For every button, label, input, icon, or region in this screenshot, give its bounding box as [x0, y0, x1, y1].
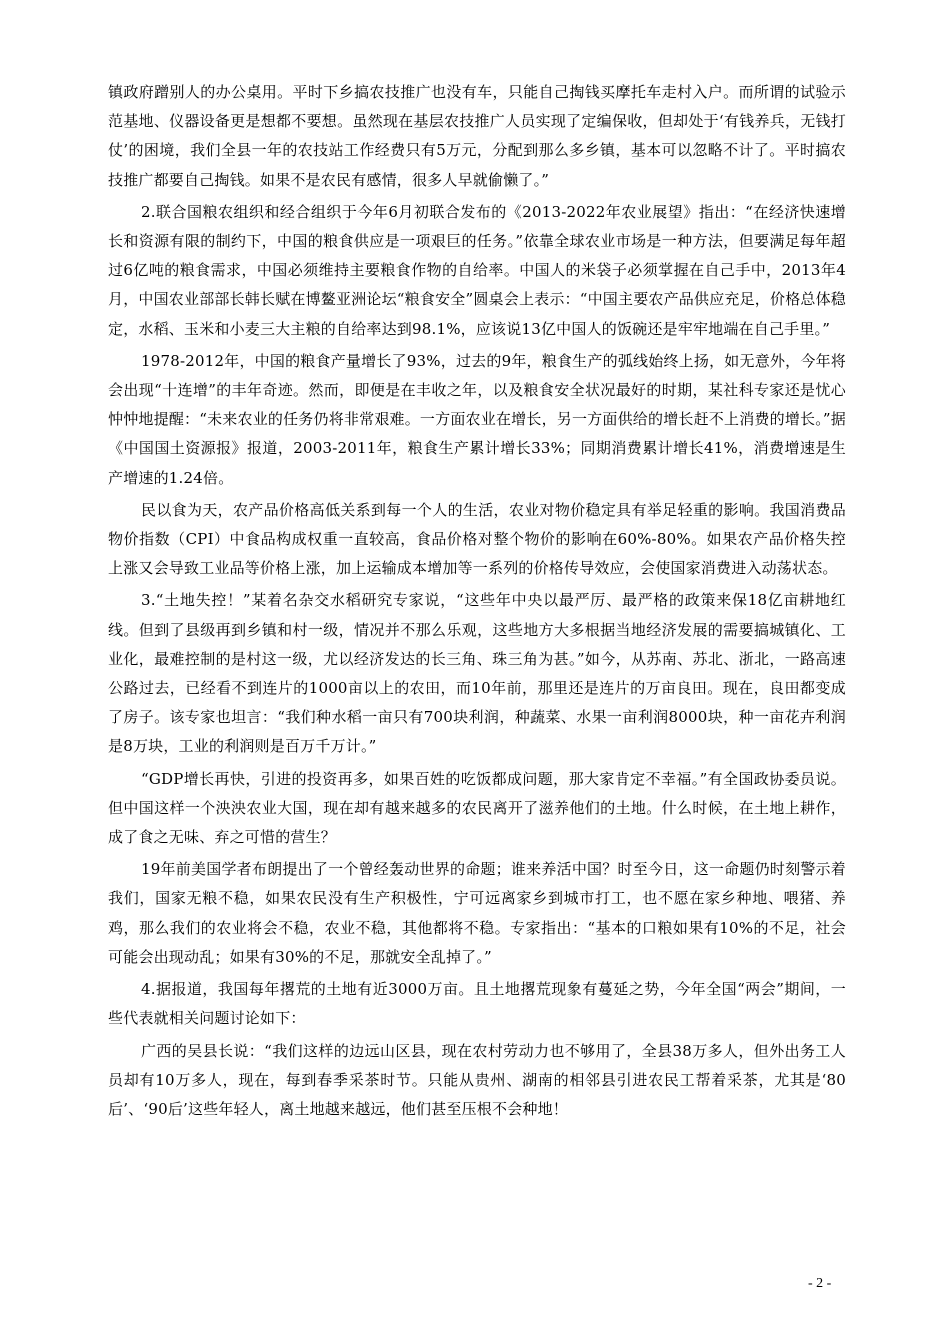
paragraph-9: 广西的吴县长说：“我们这样的边远山区县，现在农村劳动力也不够用了，全县38万多人，但外出务工人员却有10万多人，现在，每到春季采茶时节。只能从贵州、湖南的相邻县引进农民工帮着采茶，尤其是‘80后’、‘90后’这些年轻人，离土地越来越远，他们甚至压根不会种地！ — [108, 1041, 846, 1118]
paragraph-4: 民以食为天，农产品价格高低关系到每一个人的生活，农业对物价稳定具有举足轻重的影响。我国消费品物价指数（CPI）中食品构成权重一直较高，食品价格对整个物价的影响在60%-80%。如果农产品价格失控上涨又会导致工业品等价格上涨，加上运输成本增加等一系列的价格传导效应，会使国家消费进入动荡状态。 — [108, 500, 846, 578]
page-number: - 2 - — [808, 1276, 832, 1291]
paragraph-7: 19年前美国学者布朗提出了一个曾经轰动世界的命题；谁来养活中国？时至今日，这一命题仍时刻警示着我们，国家无粮不稳，如果农民没有生产积极性，宁可远离家乡到城市打工，也不愿在家乡种地、喂猪、养鸡，那么我们的农业将会不稳，农业不稳，其他都将不稳。专家指出：“基本的口粮如果有10%的不足，社会可能会出现动乱；如果有30%的不足，那就安全乱掉了。” — [108, 860, 846, 966]
body-text — [108, 78, 846, 1124]
paragraph-3: 1978-2012年，中国的粮食产量增长了93%，过去的9年，粮食生产的弧线始终上扬，如无意外，今年将会出现“十连增”的丰年奇迹。然而，即便是在丰收之年，以及粮食安全状况最好的时期，某社科专家还是忧心忡忡地提醒：“未来农业的任务仍将非常艰难。一方面农业在增长，另一方面供给的增长赶不上消费的增长。”据《中国国土资源报》报道，2003-2011年，粮食生产累计增长33%；同期消费累计增长41%，消费增速是生产增速的1.24倍。 — [108, 351, 846, 487]
paragraph-6: “GDP增长再快，引进的投资再多，如果百姓的吃饭都成问题，那大家肯定不幸福。”有全国政协委员说。但中国这样一个泱泱农业大国，现在却有越来越多的农民离开了滋养他们的土地。什么时候，在土地上耕作，成了食之无味、弃之可惜的营生？ — [108, 769, 846, 847]
paragraph-5: 3.“土地失控！”某着名杂交水稻研究专家说，“这些年中央以最严厉、最严格的政策来保18亿亩耕地红线。但到了县级再到乡镇和村一级，情况并不那么乐观，这些地方大多根据当地经济发展的需要搞城镇化、工业化，最难控制的是村这一级，尤以经济发达的长三角、珠三角为甚。”如今，从苏南、苏北、浙北，一路高速公路过去，已经看不到连片的1000亩以上的农田，而10年前，那里还是连片的万亩良田。现在，良田都变成了房子。该专家也坦言：“我们种水稻一亩只有700块利润，种蔬菜、水果一亩利润8000块，种一亩花卉利润是8万块，工业的利润则是百万千万计。” — [108, 591, 846, 756]
paragraph-8: 4.据报道，我国每年撂荒的土地有近3000万亩。且土地撂荒现象有蔓延之势，今年全国“两会”期间，一些代表就相关问题讨论如下： — [108, 980, 846, 1028]
paragraph-2: 2.联合国粮农组织和经合组织于今年6月初联合发布的《2013-2022年农业展望》指出：“在经济快速增长和资源有限的制约下，中国的粮食供应是一项艰巨的任务。”依靠全球农业市场是一种方法，但要满足每年超过6亿吨的粮食需求，中国必须维持主要粮食作物的自给率。中国人的米袋子必须掌握在自己手中，2013年4月，中国农业部部长韩长赋在博鳌亚洲论坛“粮食安全”圆桌会上表示：“中国主要农产品供应充足，价格总体稳定，水稻、玉米和小麦三大主粮的自给率达到98.1%，应该说13亿中国人的饭碗还是牢牢地端在自己手里。” — [108, 202, 847, 338]
paragraph-1: 镇政府蹭别人的办公桌用。平时下乡搞农技推广也没有车，只能自己掏钱买摩托车走村入户。而所谓的试验示范基地、仪器设备更是想都不要想。虽然现在基层农技推广人员实现了定编保收，但却处于‘有钱养兵，无钱打仗’的困境，我们全县一年的农技站工作经费只有5万元，分配到那么多乡镇，基本可以忽略不计了。平时搞农技推广都要自己掏钱。如果不是农民有感情，很多人早就偷懒了。” — [108, 83, 846, 189]
